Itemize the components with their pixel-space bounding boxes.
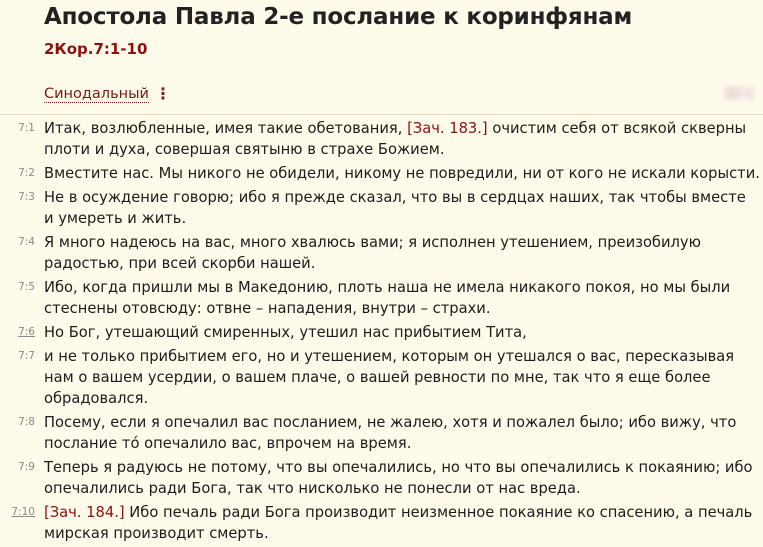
verse-text: Ибо печаль ради Бога производит неизменное покаяние ко спасению, а печаль мирская производит смерть. [44,504,753,542]
chapter-reference: 2Кор.7:1-10 [44,40,148,58]
translation-selector[interactable]: Синодальный [44,86,149,102]
verse-number-link[interactable]: 7:6 [18,326,35,338]
verse-7-1 [0,118,763,160]
verse-7-2 [0,163,763,184]
verse-number-link[interactable]: 7:10 [11,506,35,518]
verse-7-6 [0,322,763,343]
verse-text: Я много надеюсь на вас, много хвалюсь вами; я исполнен утешением, преизобилую радостью, при всей скорби нашей. [44,234,701,272]
verse-text: и не только прибытием его, но и утешением, которым он утешался о вас, пересказывая нам о вашем усердии, о вашем плаче, о вашей ревности по мне, так что я еще более обрадовался. [44,348,735,407]
verse-7-5 [0,277,763,319]
verse-text: Но Бог, утешающий смиренных, утешил нас прибытием Тита, [44,324,527,341]
verse-7-8 [0,412,763,454]
verse-text: Вместите нас. Мы никого не обидели, никому не повредили, ни от кого не искали корысти. [44,165,760,182]
verse-number[interactable]: 7:3 [18,191,35,203]
verse-number[interactable]: 7:8 [18,416,35,428]
verse-number[interactable]: 7:7 [18,350,35,362]
verse-number[interactable]: 7:2 [18,167,35,179]
blurred-element [724,86,754,100]
verse-text: Не в осуждение говорю; ибо я прежде сказал, что вы в сердцах наших, так чтобы вместе и умереть и жить. [44,189,746,227]
verse-text: Ибо, когда пришли мы в Македонию, плоть наша не имела никакого покоя, но мы были стеснены отовсюду: отвне – нападения, внутри – страхи. [44,279,731,317]
verse-text: Посему, если я опечалил вас посланием, не жалею, хотя и пожалел было; ибо вижу, что послание то́ опечалило вас, впрочем на время. [44,414,737,452]
verse-text: очистим себя от всякой скверны плоти и духа, совершая святыню в страхе Божием. [44,120,747,158]
verse-number[interactable]: 7:4 [18,236,35,248]
divider [0,114,763,115]
book-title: Апостола Павла 2-е послание к коринфянам [44,4,633,30]
more-options-icon[interactable]: ⋮ [155,84,171,103]
verse-7-4 [0,232,763,274]
verse-7-9 [0,457,763,499]
zachalo-link[interactable]: [Зач. 184.] [44,504,125,521]
verse-text: Теперь я радуюсь не потому, что вы опечалились, но что вы опечалились к покаянию; ибо опечалились ради Бога, так что нисколько не понесли от нас вреда. [44,459,753,497]
verse-text: Итак, возлюбленные, имея такие обетования, [44,120,408,137]
zachalo-link[interactable]: [Зач. 183.] [407,120,488,137]
verse-number[interactable]: 7:1 [18,122,35,134]
verse-7-10 [0,502,763,544]
verse-number[interactable]: 7:9 [18,461,35,473]
verse-number[interactable]: 7:5 [18,281,35,293]
verse-7-3 [0,187,763,229]
verse-7-7 [0,346,763,409]
verse-list [0,118,763,547]
